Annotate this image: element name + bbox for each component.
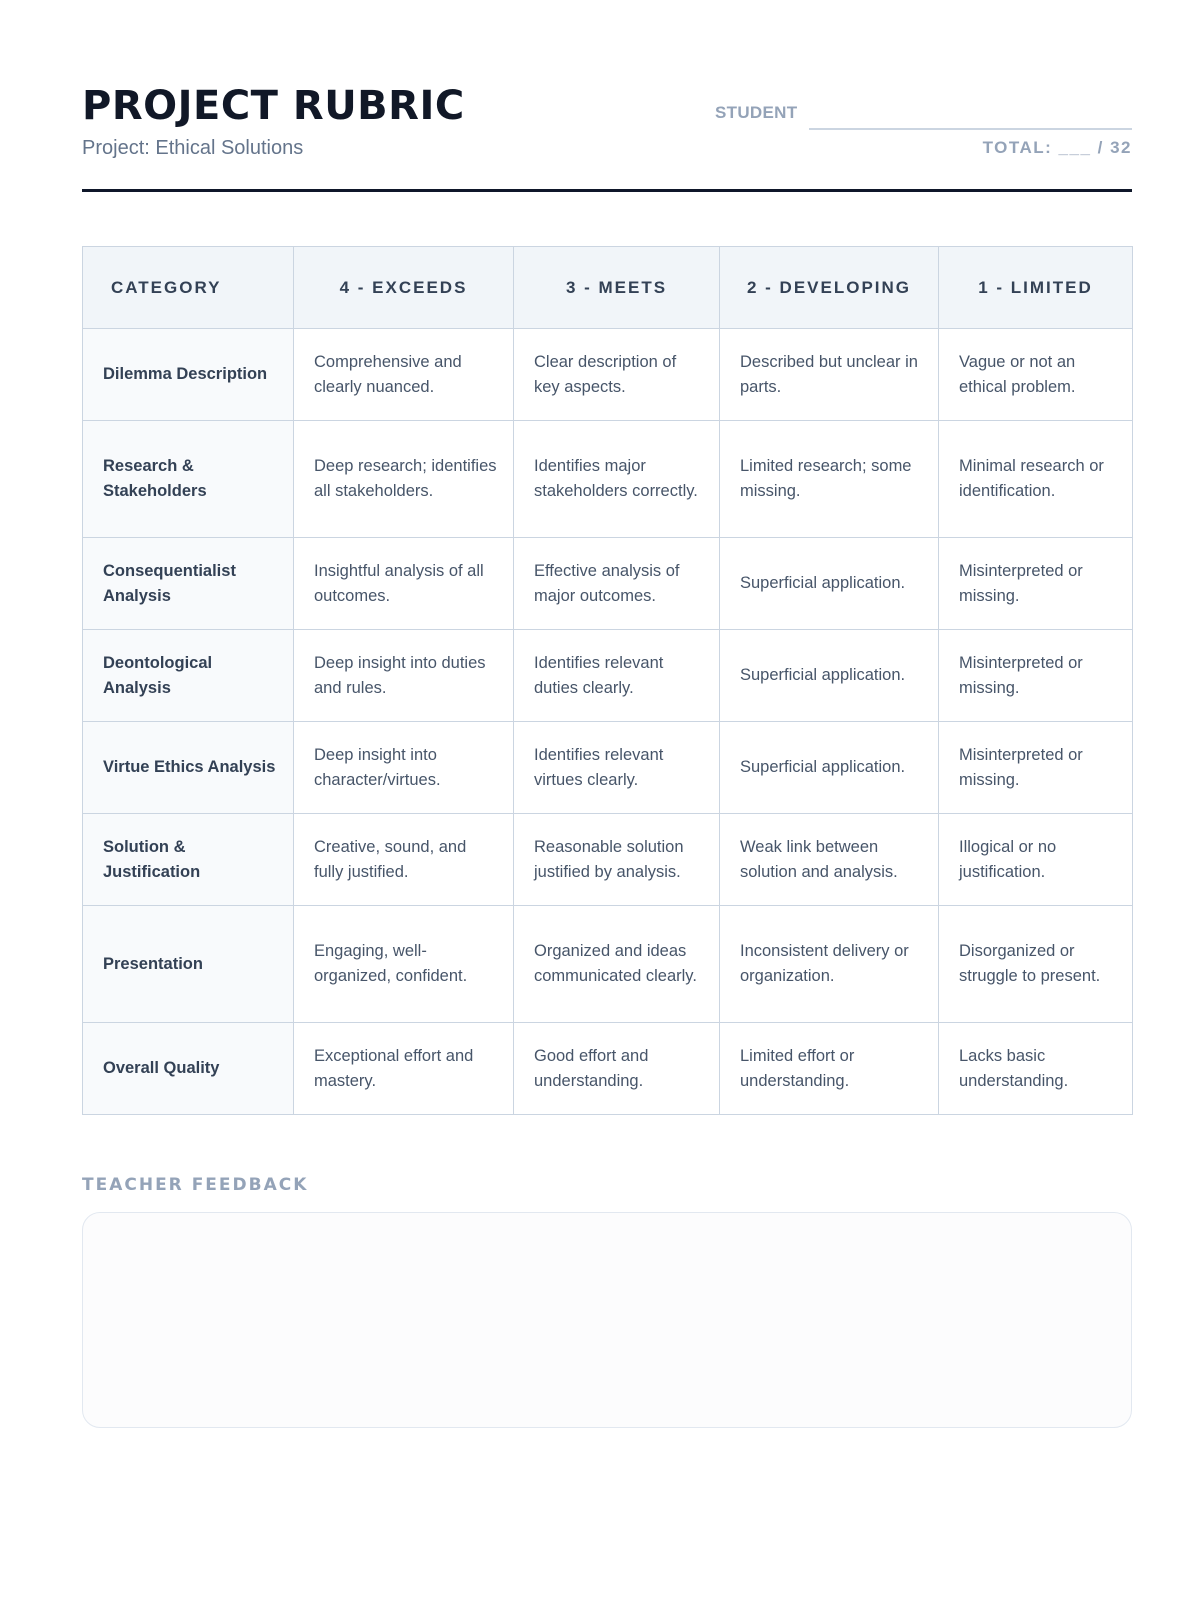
- table-row: [83, 1023, 1133, 1115]
- table-row: [83, 329, 1133, 421]
- cell-limited: Lacks basic understanding.: [939, 1023, 1133, 1115]
- student-label: STUDENT: [715, 103, 798, 122]
- row-category: Presentation: [83, 906, 294, 1023]
- cell-limited: Vague or not an ethical problem.: [939, 329, 1133, 421]
- teacher-feedback-label: TEACHER FEEDBACK: [82, 1175, 309, 1195]
- cell-limited: Disorganized or struggle to present.: [939, 906, 1133, 1023]
- project-subtitle: Project: Ethical Solutions: [82, 137, 304, 159]
- cell-meets: Identifies relevant virtues clearly.: [514, 722, 720, 814]
- cell-developing: Superficial application.: [720, 722, 939, 814]
- rubric-header-row: [83, 247, 1133, 329]
- cell-developing: Superficial application.: [720, 538, 939, 630]
- cell-meets: Reasonable solution justified by analysis.: [514, 814, 720, 906]
- cell-limited: Misinterpreted or missing.: [939, 630, 1133, 722]
- row-category: Consequentialist Analysis: [83, 538, 294, 630]
- cell-meets: Identifies major stakeholders correctly.: [514, 421, 720, 538]
- cell-limited: Minimal research or identification.: [939, 421, 1133, 538]
- cell-exceeds: Insightful analysis of all outcomes.: [294, 538, 514, 630]
- cell-meets: Organized and ideas communicated clearly.: [514, 906, 720, 1023]
- page-title: PROJECT RUBRIC: [82, 83, 465, 129]
- teacher-feedback-box[interactable]: [82, 1212, 1132, 1428]
- cell-meets: Identifies relevant duties clearly.: [514, 630, 720, 722]
- cell-developing: Described but unclear in parts.: [720, 329, 939, 421]
- row-category: Virtue Ethics Analysis: [83, 722, 294, 814]
- cell-developing: Superficial application.: [720, 630, 939, 722]
- column-header-category: CATEGORY: [83, 247, 294, 329]
- column-header-exceeds: 4 - EXCEEDS: [294, 247, 514, 329]
- cell-exceeds: Deep insight into character/virtues.: [294, 722, 514, 814]
- column-header-developing: 2 - DEVELOPING: [720, 247, 939, 329]
- total-score: TOTAL: ___ / 32: [982, 138, 1132, 157]
- cell-exceeds: Creative, sound, and fully justified.: [294, 814, 514, 906]
- cell-limited: Misinterpreted or missing.: [939, 538, 1133, 630]
- cell-meets: Effective analysis of major outcomes.: [514, 538, 720, 630]
- student-name-line: [809, 128, 1132, 130]
- cell-exceeds: Deep research; identifies all stakeholders.: [294, 421, 514, 538]
- column-header-limited: 1 - LIMITED: [939, 247, 1133, 329]
- row-category: Deontological Analysis: [83, 630, 294, 722]
- row-category: Dilemma Description: [83, 329, 294, 421]
- row-category: Solution & Justification: [83, 814, 294, 906]
- cell-exceeds: Exceptional effort and mastery.: [294, 1023, 514, 1115]
- row-category: Research & Stakeholders: [83, 421, 294, 538]
- cell-exceeds: Engaging, well-organized, confident.: [294, 906, 514, 1023]
- table-row: [83, 814, 1133, 906]
- cell-limited: Misinterpreted or missing.: [939, 722, 1133, 814]
- cell-meets: Clear description of key aspects.: [514, 329, 720, 421]
- row-category: Overall Quality: [83, 1023, 294, 1115]
- cell-developing: Limited research; some missing.: [720, 421, 939, 538]
- cell-exceeds: Deep insight into duties and rules.: [294, 630, 514, 722]
- rubric-page: [82, 0, 1132, 1195]
- cell-limited: Illogical or no justification.: [939, 814, 1133, 906]
- cell-meets: Good effort and understanding.: [514, 1023, 720, 1115]
- column-header-meets: 3 - MEETS: [514, 247, 720, 329]
- cell-exceeds: Comprehensive and clearly nuanced.: [294, 329, 514, 421]
- table-row: [83, 906, 1133, 1023]
- cell-developing: Inconsistent delivery or organization.: [720, 906, 939, 1023]
- cell-developing: Weak link between solution and analysis.: [720, 814, 939, 906]
- table-row: [83, 722, 1133, 814]
- cell-developing: Limited effort or understanding.: [720, 1023, 939, 1115]
- table-row: [83, 538, 1133, 630]
- table-row: [83, 421, 1133, 538]
- header: [82, 0, 1132, 192]
- rubric-table: [82, 246, 1133, 1115]
- table-row: [83, 630, 1133, 722]
